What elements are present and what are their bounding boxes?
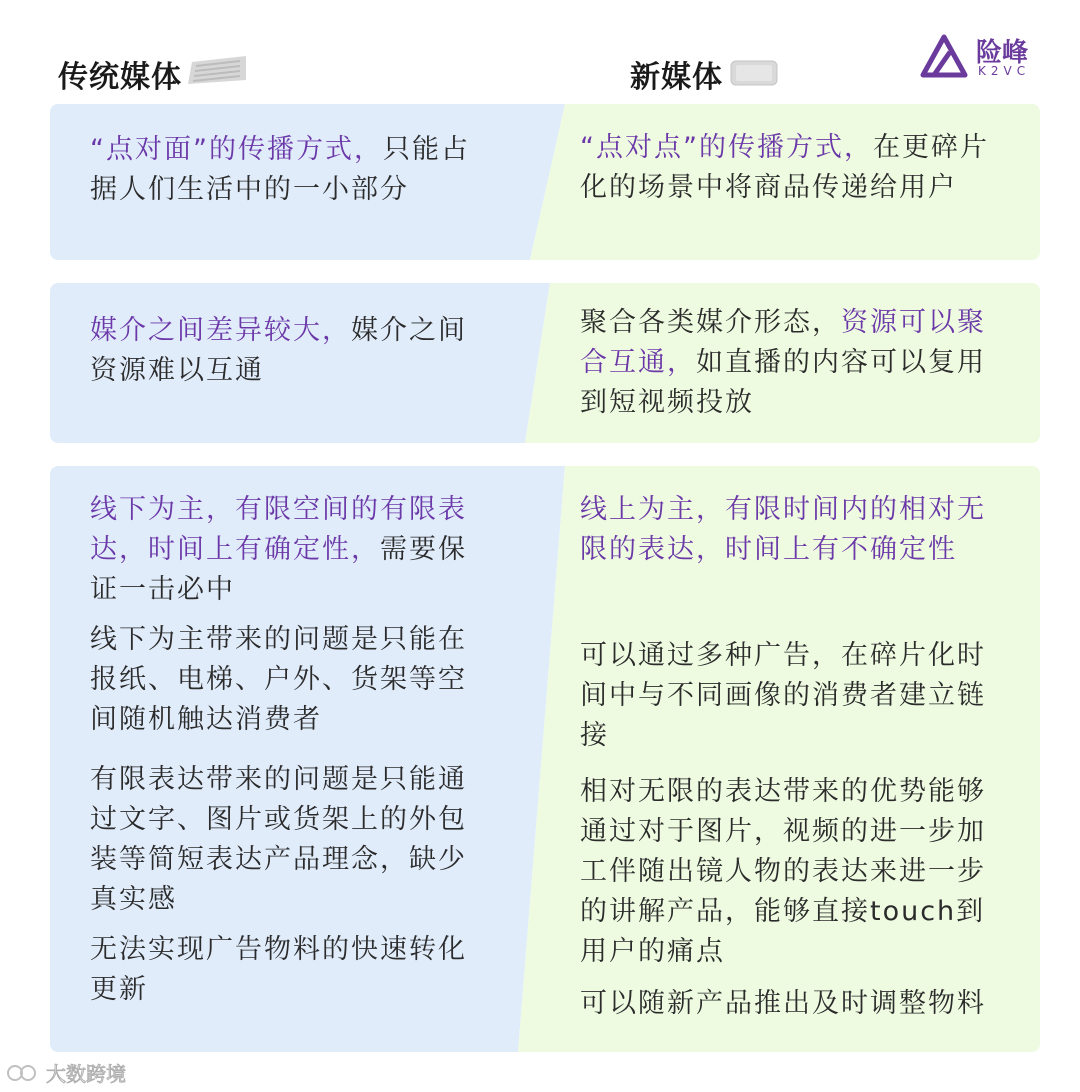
logo-sub: K2VC xyxy=(978,64,1031,78)
row3-left-point-3: 无法实现广告物料的快速转化更新 xyxy=(90,934,467,1005)
row2-right-text: 聚合各类媒介形态，资源可以聚合互通，如直播的内容可以复用到短视频投放 xyxy=(580,307,986,418)
traditional-media-title: 传统媒体 xyxy=(58,60,182,95)
row2-left-text: 媒介之间差异较大，媒介之间资源难以互通 xyxy=(90,315,467,386)
newspaper-icon xyxy=(186,54,250,86)
row3-right-point-3: 可以随新产品推出及时调整物料 xyxy=(580,988,986,1019)
row3-right-point-2: 相对无限的表达带来的优势能够通过对于图片，视频的进一步加工伴随出镜人物的表达来进一步的讲解产品，能够直接touch到用户的痛点 xyxy=(580,776,986,967)
comparison-row-1 xyxy=(50,104,1040,260)
row3-right-point-1: 可以通过多种广告，在碎片化时间中与不同画像的消费者建立链接 xyxy=(580,640,986,751)
logo-name: 险峰 xyxy=(976,38,1029,68)
comparison-row-2 xyxy=(50,283,1040,443)
k2vc-logo xyxy=(920,34,1040,84)
row3-left-point-1: 线下为主带来的问题是只能在报纸、电梯、户外、货架等空间随机触达消费者 xyxy=(90,624,467,735)
phone-icon xyxy=(730,60,778,86)
row3-right-heading: 线上为主，有限时间内的相对无限的表达，时间上有不确定性 xyxy=(580,494,986,565)
row3-left-heading: 线下为主，有限空间的有限表达，时间上有确定性，需要保证一击必中 xyxy=(90,494,467,605)
row3-left-point-2: 有限表达带来的问题是只能通过文字、图片或货架上的外包装等简短表达产品理念，缺少真实感 xyxy=(90,764,467,915)
watermark-logo-icon xyxy=(6,1062,42,1084)
watermark-text: 大数跨境 xyxy=(46,1062,126,1086)
new-media-title: 新媒体 xyxy=(630,60,723,95)
logo-mountain-icon xyxy=(920,34,968,78)
comparison-row-3 xyxy=(50,466,1040,1052)
row1-left-text: “点对面”的传播方式，只能占据人们生活中的一小部分 xyxy=(90,134,470,205)
watermark xyxy=(6,1058,126,1087)
row1-right-text: “点对点”的传播方式，在更碎片化的场景中将商品传递给用户 xyxy=(580,132,989,203)
